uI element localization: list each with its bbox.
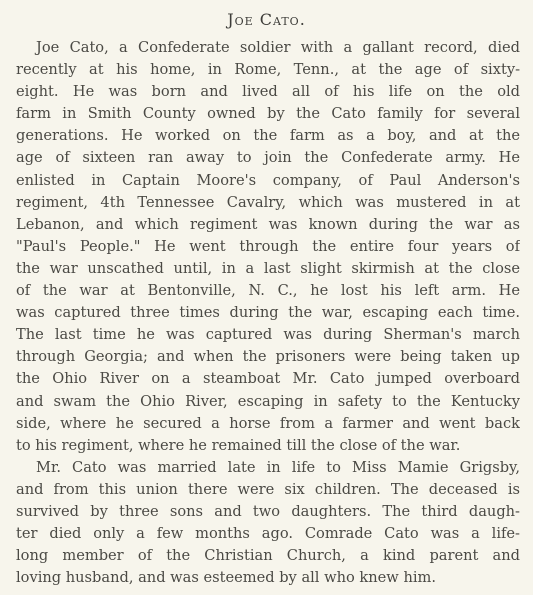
paragraph-2 <box>16 457 520 590</box>
text-line: and swam the Ohio River, escaping in safety to the Kentucky <box>16 392 520 410</box>
text-line: the Ohio River on a steamboat Mr. Cato jumped overboard <box>16 370 520 388</box>
text-line: Mr. Cato was married late in life to Miss Mamie Grigsby, <box>36 458 520 476</box>
article-body <box>16 37 520 589</box>
text-line: to his regiment, where he remained till the close of the war. <box>16 436 461 454</box>
text-line: was captured three times during the war, escaping each time. <box>16 304 520 322</box>
text-line: survived by three sons and two daughters. The third daugh- <box>16 502 520 520</box>
text-line: regiment, 4th Tennessee Cavalry, which was mustered in at <box>16 193 520 211</box>
text-line: loving husband, and was esteemed by all who knew him. <box>16 569 436 587</box>
article-title: Joe Cato. <box>227 10 306 29</box>
text-line: ter died only a few months ago. Comrade Cato was a life- <box>16 525 520 543</box>
text-line: generations. He worked on the farm as a boy, and at the <box>16 127 520 145</box>
text-line: age of sixteen ran away to join the Confederate army. He <box>16 149 520 167</box>
text-line: farm in Smith County owned by the Cato family for several <box>16 105 520 123</box>
text-line: recently at his home, in Rome, Tenn., at the age of sixty- <box>16 61 520 79</box>
text-line: side, where he secured a horse from a farmer and went back <box>16 414 520 432</box>
text-line: Joe Cato, a Confederate soldier with a gallant record, died <box>36 39 520 56</box>
text-line: Lebanon, and which regiment was known during the war as <box>16 215 520 233</box>
text-line: eight. He was born and lived all of his life on the old <box>16 83 520 101</box>
text-line: The last time he was captured was during Sherman's march <box>16 326 520 344</box>
text-line: long member of the Christian Church, a kind parent and <box>16 547 520 565</box>
text-line: enlisted in Captain Moore's company, of Paul Anderson's <box>16 171 520 189</box>
paragraph-1 <box>16 37 520 457</box>
text-line: of the war at Bentonville, N. C., he lost his left arm. He <box>16 282 520 300</box>
text-line: "Paul's People." He went through the entire four years of <box>16 237 520 255</box>
text-line: and from this union there were six children. The deceased is <box>16 480 520 498</box>
text-line: the war unscathed until, in a last slight skirmish at the close <box>16 259 520 277</box>
text-line: through Georgia; and when the prisoners were being taken up <box>16 348 520 366</box>
